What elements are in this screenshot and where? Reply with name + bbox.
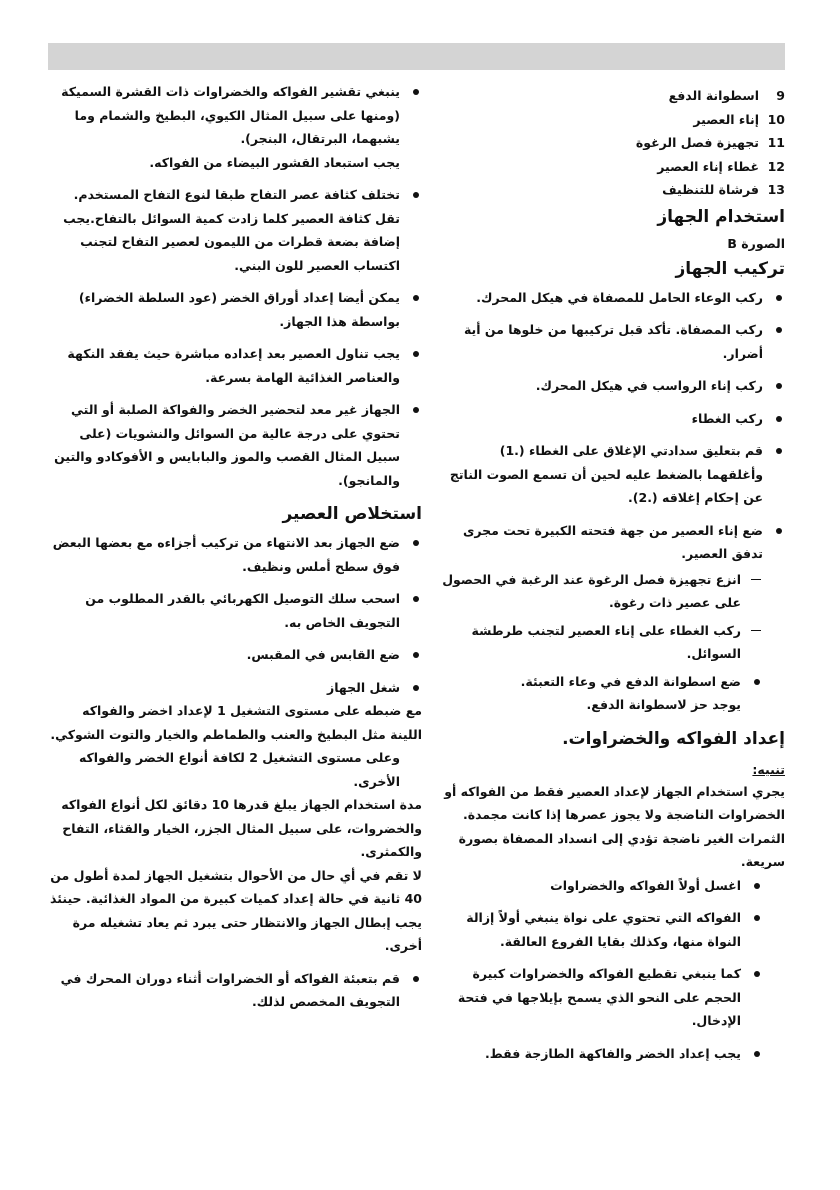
tips-list: [50, 80, 422, 492]
prep-step: الفواكه التي تحتوي على نواة ينبغي أولاً إزالة النواة منها، وكذلك بقايا الفروع العالقة.: [440, 906, 763, 953]
tip-item: الجهاز غير معد لتحضير الخضر والفواكة الصلبة أو التي تحتوي على درجة عالية من السوائل والنشويات (على سبيل المثال القصب والموز والبابايس و الأفوكادو والتين والمانجو).: [50, 398, 422, 492]
operate-duration: مدة استخدام الجهاز يبلغ قدرها 10 دقائق لكل أنواع الفواكه والخضروات، على سبيل المثال الجزر، الخيار والقثاء، التفاح والكمثرى.: [61, 797, 422, 859]
assembly-step: ركب الغطاء: [440, 407, 785, 431]
extract-steps: [50, 531, 422, 699]
part-item: 10إناء العصير: [693, 111, 785, 127]
note-text: يجري استخدام الجهاز لإعداد العصير فقط من الفواكه أو الخضراوات الناضجة ولا يجوز عصرها إذا كانت مجمدة. الثمرات الغير ناضجة تؤدي إلى انسداد المصفاة بصورة سريعة.: [444, 783, 785, 869]
tip-item: ينبغي تقشير الفواكه والخضراوات ذات القشرة السميكة (ومنها على سبيل المثال الكيوي، البطيخ والشمام وما يشبهما، البرتقال، البنجر). يجب استبعاد القشور البيضاء من الفواكه.: [50, 80, 422, 174]
tip-item: يمكن أيضا إعداد أوراق الخضر (عود السلطة الخضراء) بواسطة هذا الجهاز.: [50, 286, 422, 333]
operate-level-2: وعلى مستوى التشغيل 2 لكافة أنواع الخضر والفواكه الأخرى.: [78, 750, 400, 789]
page-header-bar: [48, 43, 785, 70]
assembly-heading: تركيب الجهاز: [675, 258, 785, 279]
assembly-substep: ركب الغطاء على إناء العصير لتجنب طرطشة السوائل.: [440, 619, 763, 666]
extract-step: اسحب سلك التوصيل الكهربائي بالقدر المطلوب من التجويف الخاص به.: [50, 587, 422, 634]
pusher-steps: [440, 670, 763, 717]
fill-steps: [50, 967, 422, 1014]
tip-item: تختلف كثافة عصر التفاح طبقا لنوع التفاح المستخدم. تقل كثافة العصير كلما زادت كمية السوائل بالتفاح.يجب إضافة بضعة قطرات من الليمون لعصير التفاح لتجنب اكتساب العصير للون البني.: [50, 183, 422, 277]
parts-list: [440, 84, 785, 202]
part-item: 11تجهيزة فصل الرغوة: [635, 135, 785, 150]
operate-details: [50, 699, 422, 958]
prep-steps: [440, 874, 763, 1066]
operate-warning: لا تقم في أي حال من الأحوال بتشغيل الجهاز لمدة أطول من 40 ثانية في حالة إعداد كميات كبيرة من المواد الغذائية. حينئذ يجب إبطال الجهاز والانتظار حتى يبرد ثم يعاد تشغيله مرة أخرى.: [50, 867, 422, 953]
assembly-steps: [440, 286, 785, 566]
fill-step: قم بتعبئة الفواكه أو الخضراوات أثناء دوران المحرك في التجويف المخصص لذلك.: [50, 967, 422, 1014]
assembly-substep: انزع تجهيزة فصل الرغوة عند الرغبة في الحصول على عصير ذات رغوة.: [440, 568, 763, 615]
prep-step: كما ينبغي تقطيع الفواكه والخضراوات كبيرة الحجم على النحو الذي يسمح بإيلاجها في فتحة الإدخال.: [440, 962, 763, 1033]
assembly-step: قم بتعليق سدادتي الإغلاق على الغطاء (.1) وأغلقهما بالضغط عليه لحين أن تسمع الصوت الناتج عن إحكام إغلاقه (.2).: [440, 439, 785, 510]
left-column: [50, 80, 422, 1023]
part-item: 9اسطوانة الدفع: [668, 88, 785, 103]
assembly-step: ركب الوعاء الحامل للمصفاة في هيكل المحرك.: [440, 286, 785, 310]
assembly-step: ضع إناء العصير من جهة فتحته الكبيرة تحت مجرى تدفق العصير.: [440, 519, 785, 566]
assembly-substeps: [440, 568, 763, 666]
part-item: 13فرشاة للتنظيف: [662, 182, 785, 197]
prep-heading: إعداد الفواكه والخضراوات.: [562, 728, 785, 749]
assembly-step: ركب المصفاة. تأكد قبل تركيبها من خلوها من أية أضرار.: [440, 318, 785, 365]
extract-step: ضع الجهاز بعد الانتهاء من تركيب أجزاءه مع بعضها البعض فوق سطح أملس ونظيف.: [50, 531, 422, 578]
operate-level-1: مع ضبطه على مستوى التشغيل 1 لإعداد اخضر والفواكه اللينة مثل البطيخ والعنب والطماطم والخيار والتوت الشوكي.: [50, 703, 422, 742]
figure-label: الصورة B: [727, 235, 785, 251]
right-column: [440, 80, 785, 1074]
extract-heading: استخلاص العصير: [282, 504, 422, 524]
prep-step: اغسل أولاً الفواكه والخضراوات: [440, 874, 763, 898]
assembly-step: ركب إناء الرواسب في هيكل المحرك.: [440, 374, 785, 398]
extract-step: شغل الجهاز: [50, 676, 422, 700]
prep-step: يجب إعداد الخضر والفاكهة الطازجة فقط.: [440, 1042, 763, 1066]
extract-step: ضع القابس في المقبس.: [50, 643, 422, 667]
note-heading: تنبيه:: [752, 761, 785, 777]
usage-heading: استخدام الجهاز: [657, 206, 785, 227]
tip-item: يجب تناول العصير بعد إعداده مباشرة حيث يفقد النكهة والعناصر الغذائية الهامة بسرعة.: [50, 342, 422, 389]
pusher-step: ضع اسطوانة الدفع في وعاء التعبئة. يوجد حز لاسطوانة الدفع.: [440, 670, 763, 717]
part-item: 12غطاء إناء العصير: [657, 158, 785, 174]
